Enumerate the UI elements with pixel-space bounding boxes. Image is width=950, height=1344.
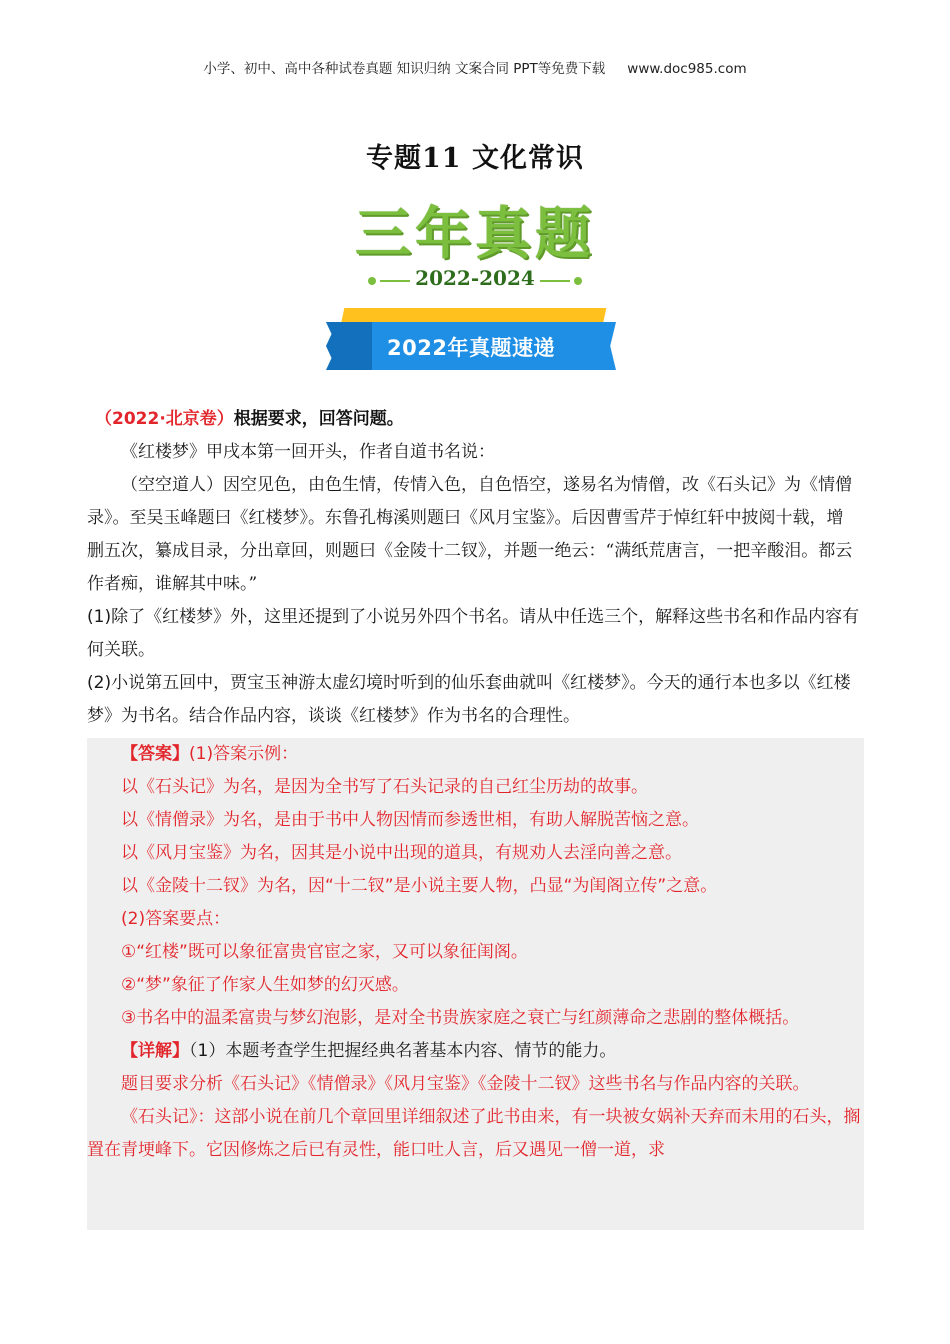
- answer-item: 以《金陵十二钗》为名，因“十二钗”是小说主要人物，凸显“为闺阁立传”之意。: [121, 876, 718, 896]
- passage: [87, 436, 857, 601]
- detail-line-3: 《石头记》：这部小说在前几个章回里详细叙述了此书由来，有一块被女娲补天弃而未用的石头，搁置在青埂峰下。它因修炼之后已有灵性，能口吐人言，后又遇见一僧一道，求: [87, 1107, 861, 1160]
- answer-point: ①“红楼”既可以象征富贵官宦之家，又可以象征闺阁。: [121, 942, 528, 962]
- answer-point: ②“梦”象征了作家人生如梦的幻灭感。: [121, 975, 409, 995]
- page-header: [0, 57, 950, 77]
- question-heading: [95, 404, 404, 429]
- answer-part1-title: (1)答案示例：: [189, 744, 299, 764]
- detail-heading: [87, 1035, 864, 1068]
- banner-title: 三年真题: [355, 202, 595, 267]
- years-divider: [0, 266, 950, 296]
- detail-line-2: 题目要求分析《石头记》《情僧录》《风月宝鉴》《金陵十二钗》这些书名与作品内容的关联。: [121, 1074, 810, 1094]
- question-instruction: 根据要求，回答问题。: [233, 409, 404, 429]
- page-title: 专题11 文化常识: [366, 143, 584, 174]
- answer-heading: [87, 738, 864, 771]
- detail-line-1: （1）本题考查学生把握经典名著基本内容、情节的能力。: [189, 1041, 617, 1061]
- question-source: （2022·北京卷）: [95, 409, 234, 429]
- passage-intro: 《红楼梦》甲戌本第一回开头，作者自道书名说：: [121, 442, 495, 462]
- answer-panel: [87, 738, 864, 1230]
- sub-question-1: (1)除了《红楼梦》外，这里还提到了小说另外四个书名。请从中任选三个，解释这些书名和作品内容有何关联。: [87, 607, 860, 660]
- header-slogan: 小学、初中、高中各种试卷真题 知识归纳 文案合同 PPT等免费下载: [203, 61, 606, 77]
- section-badge: [326, 308, 616, 374]
- answer-item: 以《风月宝鉴》为名，因其是小说中出现的道具，有规劝人去淫向善之意。: [121, 843, 682, 863]
- passage-quote: （空空道人）因空见色，由色生情，传情入色，自色悟空，遂易名为情僧，改《石头记》为《情僧录》。至吴玉峰题曰《红楼梦》。东鲁孔梅溪则题曰《风月宝鉴》。后因曹雪芹于悼红轩中披阅十载，增删五次，纂成目录，分出章回，则题曰《金陵十二钗》，并题一绝云：“满纸荒唐言，一把辛酸泪。都云作者痴，谁解其中味。”: [87, 475, 853, 594]
- years-range: 2022-2024: [415, 266, 535, 290]
- answer-tag: 【答案】: [121, 744, 189, 764]
- answer-part2-title: (2)答案要点：: [121, 909, 231, 929]
- answer-item: 以《情僧录》为名，是由于书中人物因情而参透世相，有助人解脱苦恼之意。: [121, 810, 699, 830]
- detail-tag: 【详解】: [121, 1041, 189, 1061]
- answer-point: ③书名中的温柔富贵与梦幻泡影，是对全书贵族家庭之衰亡与红颜薄命之悲剧的整体概括。: [121, 1008, 800, 1028]
- answer-item: 以《石头记》为名，是因为全书写了石头记录的自己红尘历劫的故事。: [121, 777, 648, 797]
- sub-question-2: (2)小说第五回中，贾宝玉神游太虚幻境时听到的仙乐套曲就叫《红楼梦》。今天的通行本也多以《红楼梦》为书名。结合作品内容，谈谈《红楼梦》作为书名的合理性。: [87, 673, 851, 726]
- sub-questions: [87, 601, 862, 733]
- section-label: 2022年真题速递: [387, 336, 555, 360]
- header-site-link[interactable]: www.doc985.com: [627, 61, 747, 77]
